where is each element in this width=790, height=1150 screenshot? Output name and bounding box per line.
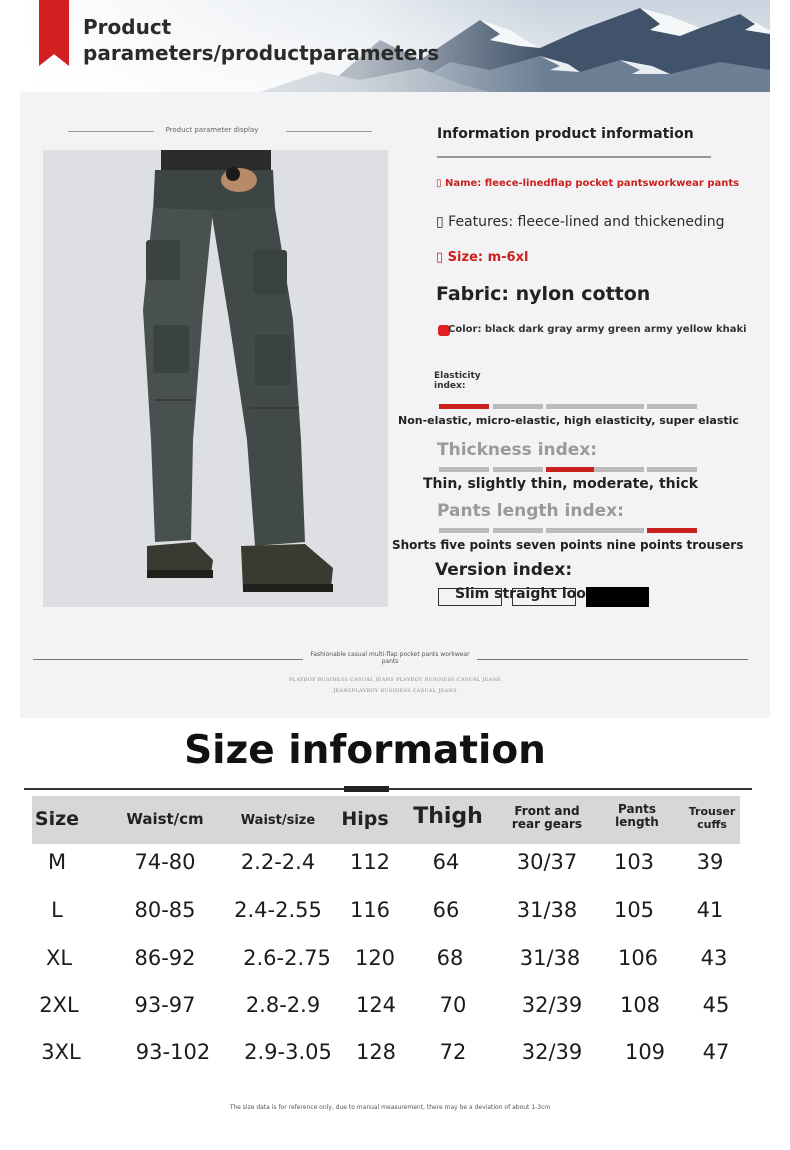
info-heading-rule <box>437 156 711 158</box>
size-table-cell: 116 <box>349 898 391 922</box>
size-table-cell: 2XL <box>39 993 79 1017</box>
spec-fabric: Fabric: nylon cotton <box>436 283 651 305</box>
index-bar-segment <box>647 528 697 533</box>
size-table-cell: 72 <box>439 1040 467 1064</box>
spec-size: ▯ Size: m-6xl <box>436 250 529 265</box>
length-title: Pants length index: <box>437 501 624 521</box>
size-table-cell: 93-102 <box>135 1040 211 1064</box>
size-table-cell: 2.2-2.4 <box>240 850 316 874</box>
size-table-cell: 120 <box>354 946 396 970</box>
redaction-block <box>586 587 649 607</box>
version-text: Slim straight loo <box>455 586 586 602</box>
version-title: Version index: <box>435 560 573 580</box>
size-table-cell: 30/37 <box>516 850 578 874</box>
size-table-cell: 3XL <box>41 1040 81 1064</box>
size-table-cell: 68 <box>436 946 464 970</box>
index-bar-segment <box>546 467 596 472</box>
size-table-cell: 109 <box>624 1040 666 1064</box>
index-bar-segment <box>594 467 644 472</box>
size-table-cell: 2.6-2.75 <box>243 946 331 970</box>
size-table-cell: 32/39 <box>521 1040 583 1064</box>
spec-features: ▯ Features: fleece-lined and thickeneding <box>436 214 725 230</box>
size-table-column-header: Hips <box>341 808 389 830</box>
caption-rule-left <box>68 131 154 132</box>
footer-caption: Fashionable casual multi-flap pocket pants workwear pants <box>310 651 470 665</box>
banner-title: Product parameters/productparameters <box>83 15 440 65</box>
size-table-cell: 45 <box>702 993 730 1017</box>
size-table-column-header: Pants length <box>615 802 659 829</box>
footer-rule-right <box>477 659 748 660</box>
index-bar-segment <box>439 467 489 472</box>
size-table-cell: 2.9-3.05 <box>244 1040 332 1064</box>
size-table-column-header: Thigh <box>413 804 483 829</box>
size-table-column-header: Size <box>34 808 80 830</box>
footer-rule-left <box>33 659 303 660</box>
index-bar-segment <box>594 404 644 409</box>
size-table-cell: 93-97 <box>134 993 196 1017</box>
size-table-cell: 2.8-2.9 <box>245 993 321 1017</box>
size-table-cell: 128 <box>355 1040 397 1064</box>
size-table-column-header: Trouser cuffs <box>688 805 736 831</box>
product-photo <box>43 150 388 607</box>
display-caption: Product parameter display <box>165 126 259 134</box>
size-table-cell: 106 <box>617 946 659 970</box>
elasticity-scale: Non-elastic, micro-elastic, high elasticity, super elastic <box>398 414 739 427</box>
size-table-cell: 43 <box>700 946 728 970</box>
size-table-cell: 108 <box>619 993 661 1017</box>
length-scale: Shorts five points seven points nine points trousers <box>392 538 744 552</box>
spec-color: Color: black dark gray army green army yellow khaki <box>448 324 747 335</box>
size-table-cell: 41 <box>696 898 724 922</box>
size-table-cell: 39 <box>696 850 724 874</box>
size-table-cell: 86-92 <box>134 946 196 970</box>
size-table-cell: M <box>47 850 67 874</box>
size-title-accent <box>344 786 389 792</box>
index-bar-segment <box>647 404 697 409</box>
size-table-cell: 105 <box>613 898 655 922</box>
size-table-cell: 31/38 <box>519 946 581 970</box>
size-section <box>20 718 770 1132</box>
index-bar-segment <box>493 404 543 409</box>
index-bar-segment <box>439 404 489 409</box>
size-table-cell: L <box>51 898 63 922</box>
size-table-cell: 32/39 <box>521 993 583 1017</box>
size-table-cell: 2.4-2.55 <box>234 898 322 922</box>
size-table-cell: 80-85 <box>134 898 196 922</box>
index-bar-segment <box>546 404 596 409</box>
info-heading: Information product information <box>437 126 694 142</box>
index-bar-segment <box>647 467 697 472</box>
size-table-column-header: Waist/cm <box>126 810 204 828</box>
watermark-line: PLAYBOY BUSINESS CASUAL JEANS PLAYBOY BUSINESS CASUAL JEANS <box>289 677 501 683</box>
size-table-cell: 124 <box>355 993 397 1017</box>
caption-rule-right <box>286 131 372 132</box>
size-table-cell: 31/38 <box>516 898 578 922</box>
size-table-cell: XL <box>45 946 73 970</box>
index-bar-segment <box>439 528 489 533</box>
size-table-column-header: Waist/size <box>240 813 316 828</box>
index-bar-segment <box>493 528 543 533</box>
elasticity-label: Elasticity index: <box>434 371 481 391</box>
size-table-cell: 47 <box>702 1040 730 1064</box>
size-table-cell: 66 <box>432 898 460 922</box>
size-note: The size data is for reference only, due to manual measurement, there may be a deviation of about 1-3cm <box>229 1104 551 1111</box>
size-title: Size information <box>184 728 546 773</box>
size-table-cell: 112 <box>349 850 391 874</box>
index-bar-segment <box>546 528 596 533</box>
thickness-scale: Thin, slightly thin, moderate, thick <box>423 476 699 492</box>
spec-name: ▯ Name: fleece-linedflap pocket pantsworkwear pants <box>436 178 740 189</box>
size-table-cell: 74-80 <box>134 850 196 874</box>
size-table-column-header: Front and rear gears <box>511 804 583 831</box>
thickness-title: Thickness index: <box>437 440 598 460</box>
index-bar-segment <box>493 467 543 472</box>
top-banner <box>20 0 770 92</box>
size-table-cell: 103 <box>613 850 655 874</box>
pants-model-image <box>43 150 388 607</box>
watermark-line: JEANSPLAYBOY BUSINESS CASUAL JEANS <box>333 688 457 694</box>
size-table-cell: 64 <box>432 850 460 874</box>
index-bar-segment <box>594 528 644 533</box>
size-table-cell: 70 <box>439 993 467 1017</box>
